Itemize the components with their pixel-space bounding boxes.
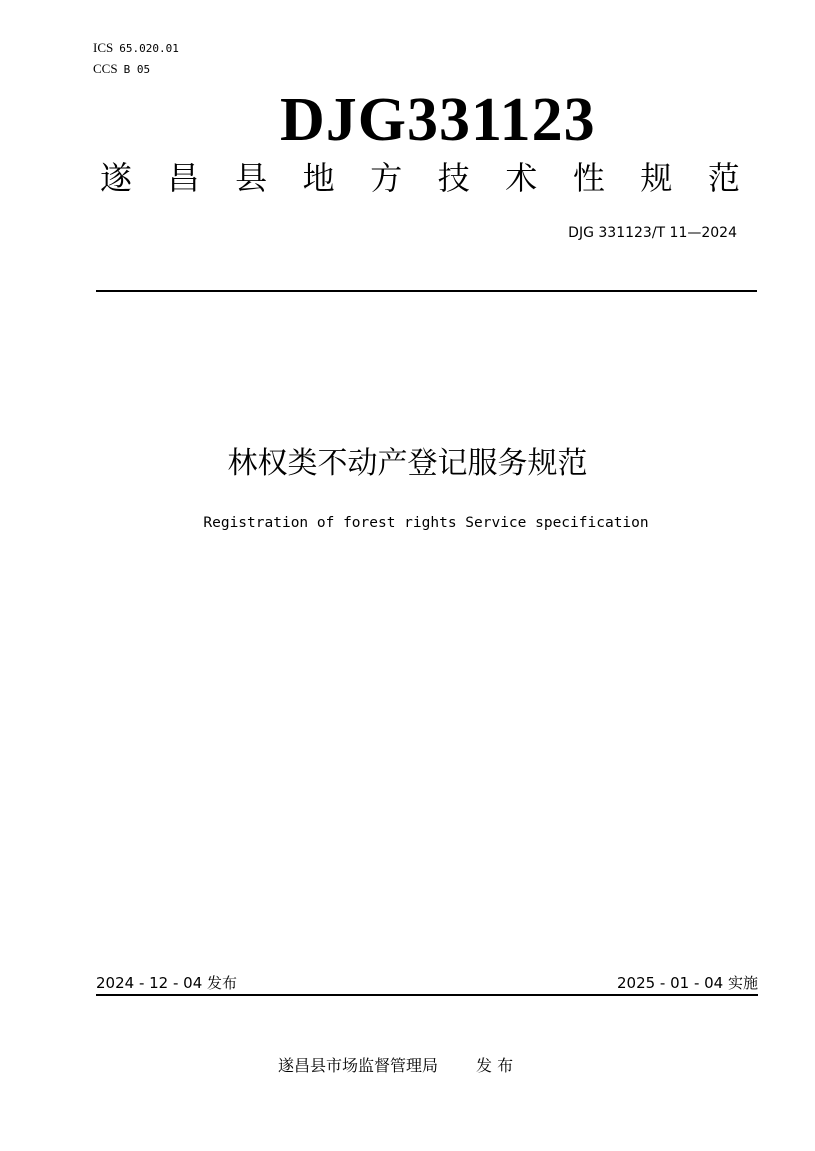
ccs-classification: [93, 61, 150, 77]
standard-type-char: 县: [235, 159, 268, 197]
ics-label: ICS: [93, 40, 114, 55]
standard-type-char: 性: [572, 159, 605, 197]
standard-type-char: 昌: [167, 159, 200, 197]
ics-classification: [93, 40, 179, 56]
header-divider: [96, 290, 757, 292]
standard-type-char: 方: [370, 159, 403, 197]
issuer-action: 发 布: [476, 1056, 514, 1075]
standard-type: [100, 158, 740, 198]
issuer-name: 遂昌县市场监督管理局: [278, 1056, 439, 1075]
ccs-code: B 05: [123, 63, 151, 76]
document-title-zh: 林权类不动产登记服务规范: [227, 446, 588, 481]
standard-code: DJG331123: [280, 86, 596, 154]
implementation-date: 2025 - 01 - 04 实施: [616, 974, 758, 992]
standard-type-char: 技: [437, 159, 470, 197]
footer-divider: [96, 994, 758, 996]
ccs-label: CCS: [93, 61, 118, 76]
standard-type-char: 术: [505, 159, 538, 197]
issuer-line: [278, 1053, 513, 1076]
standard-type-char: 遂: [100, 159, 133, 197]
standard-type-char: 范: [707, 159, 740, 197]
standard-type-char: 规: [640, 159, 673, 197]
standard-number: DJG 331123/T 11—2024: [568, 225, 737, 241]
issue-date: 2024 - 12 - 04 发布: [96, 974, 238, 992]
ics-code: 65.020.01: [119, 42, 179, 55]
standard-type-char: 地: [302, 159, 335, 197]
document-title-en: Registration of forest rights Service specification: [203, 515, 649, 531]
